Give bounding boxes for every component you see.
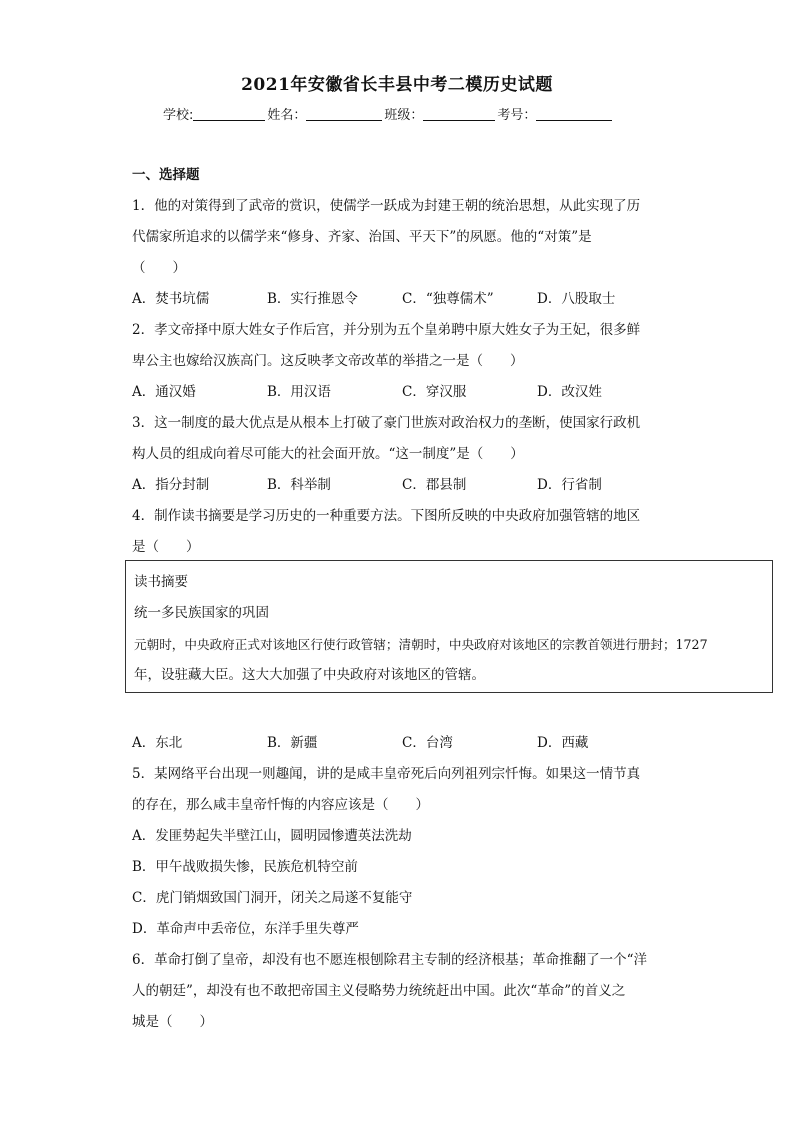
question-text: （ ） [132,260,186,276]
option-c[interactable]: C．穿汉服 [402,384,467,400]
question-text: 6．革命打倒了皇帝，却没有也不愿连根刨除君主专制的经济根基；革命推翻了一个“洋 [132,952,647,968]
box-subheading: 统一多民族国家的巩固 [134,605,269,621]
question-text: 5．某网络平台出现一则趣闻，讲的是咸丰皇帝死后向列祖列宗忏悔。如果这一情节真 [132,766,641,782]
option-a[interactable]: A．指分封制 [132,477,210,493]
question-text: 代儒家所追求的以儒学来“修身、齐家、治国、平天下”的夙愿。他的“对策”是 [132,229,592,245]
question-1 [132,191,672,315]
option-d[interactable]: D．革命声中丢帝位，东洋手里失尊严 [132,921,359,937]
name-label: 姓名： [267,108,307,123]
exam-no-label: 考号： [497,108,537,123]
page-title: 2021年安徽省长丰县中考二模历史试题 [241,75,553,95]
student-info-line [163,104,612,123]
box-text: 年，设驻藏大臣。这大大加强了中央政府对该地区的管辖。 [134,667,485,683]
school-blank[interactable] [193,107,265,121]
question-6 [132,945,672,1038]
option-a[interactable]: A．发匪势起失半壁江山，圆明园惨遭英法洗劫 [132,828,412,844]
option-d[interactable]: D．改汉姓 [537,384,602,400]
exam-no-blank[interactable] [536,107,612,121]
option-b[interactable]: B．用汉语 [267,384,331,400]
question-text: 4．制作读书摘要是学习历史的一种重要方法。下图所反映的中央政府加强管辖的地区 [132,508,641,524]
reading-summary-box [125,560,773,693]
question-text: 的存在，那么咸丰皇帝忏悔的内容应该是（ ） [132,797,429,813]
school-label: 学校: [163,108,194,123]
question-3 [132,408,672,501]
questions-upper [132,160,672,563]
questions-lower [132,728,672,1038]
options-row [132,728,672,759]
question-text: 3．这一制度的最大优点是从根本上打破了豪门世族对政治权力的垄断，使国家行政机 [132,415,641,431]
question-text: 是（ ） [132,539,200,555]
option-b[interactable]: B．新疆 [267,735,318,751]
question-text: 2．孝文帝择中原大姓女子作后宫，并分别为五个皇弟聘中原大姓女子为王妃，很多鲜 [132,322,641,338]
class-label: 班级： [384,108,424,123]
option-b[interactable]: B．甲午战败损失惨，民族危机特空前 [132,859,358,875]
section-title: 一、选择题 [132,167,200,183]
question-4 [132,501,672,563]
option-d[interactable]: D．行省制 [537,477,602,493]
options-row [132,284,672,315]
option-d[interactable]: D．西藏 [537,735,589,751]
option-b[interactable]: B．实行推恩令 [267,291,358,307]
option-b[interactable]: B．科举制 [267,477,331,493]
question-text: 1．他的对策得到了武帝的赏识，使儒学一跃成为封建王朝的统治思想，从此实现了历 [132,198,641,214]
question-2 [132,315,672,408]
options-row [132,470,672,501]
option-a[interactable]: A．焚书坑儒 [132,291,210,307]
option-c[interactable]: C．“独尊儒术” [402,291,494,307]
question-text: 人的朝廷”，却没有也不敢把帝国主义侵略势力统统赶出中国。此次“革命”的首义之 [132,983,626,999]
box-text: 元朝时，中央政府正式对该地区行使行政管辖；清朝时，中央政府对该地区的宗教首领进行册封；1727 [134,637,708,652]
option-a[interactable]: A．东北 [132,735,183,751]
box-heading: 读书摘要 [134,574,188,590]
options-row [132,377,672,408]
question-text: 卑公主也嫁给汉族高门。这反映孝文帝改革的举措之一是（ ） [132,353,524,369]
option-c[interactable]: C．虎门销烟致国门洞开，闭关之局遂不复能守 [132,890,413,906]
name-blank[interactable] [306,107,382,121]
option-a[interactable]: A．通汉婚 [132,384,196,400]
class-blank[interactable] [423,107,495,121]
option-d[interactable]: D．八股取士 [537,291,616,307]
option-c[interactable]: C．郡县制 [402,477,467,493]
question-5 [132,759,672,945]
question-text: 构人员的组成向着尽可能大的社会面开放。“这一制度”是（ ） [132,446,524,462]
option-c[interactable]: C．台湾 [402,735,453,751]
question-text: 城是（ ） [132,1014,213,1030]
